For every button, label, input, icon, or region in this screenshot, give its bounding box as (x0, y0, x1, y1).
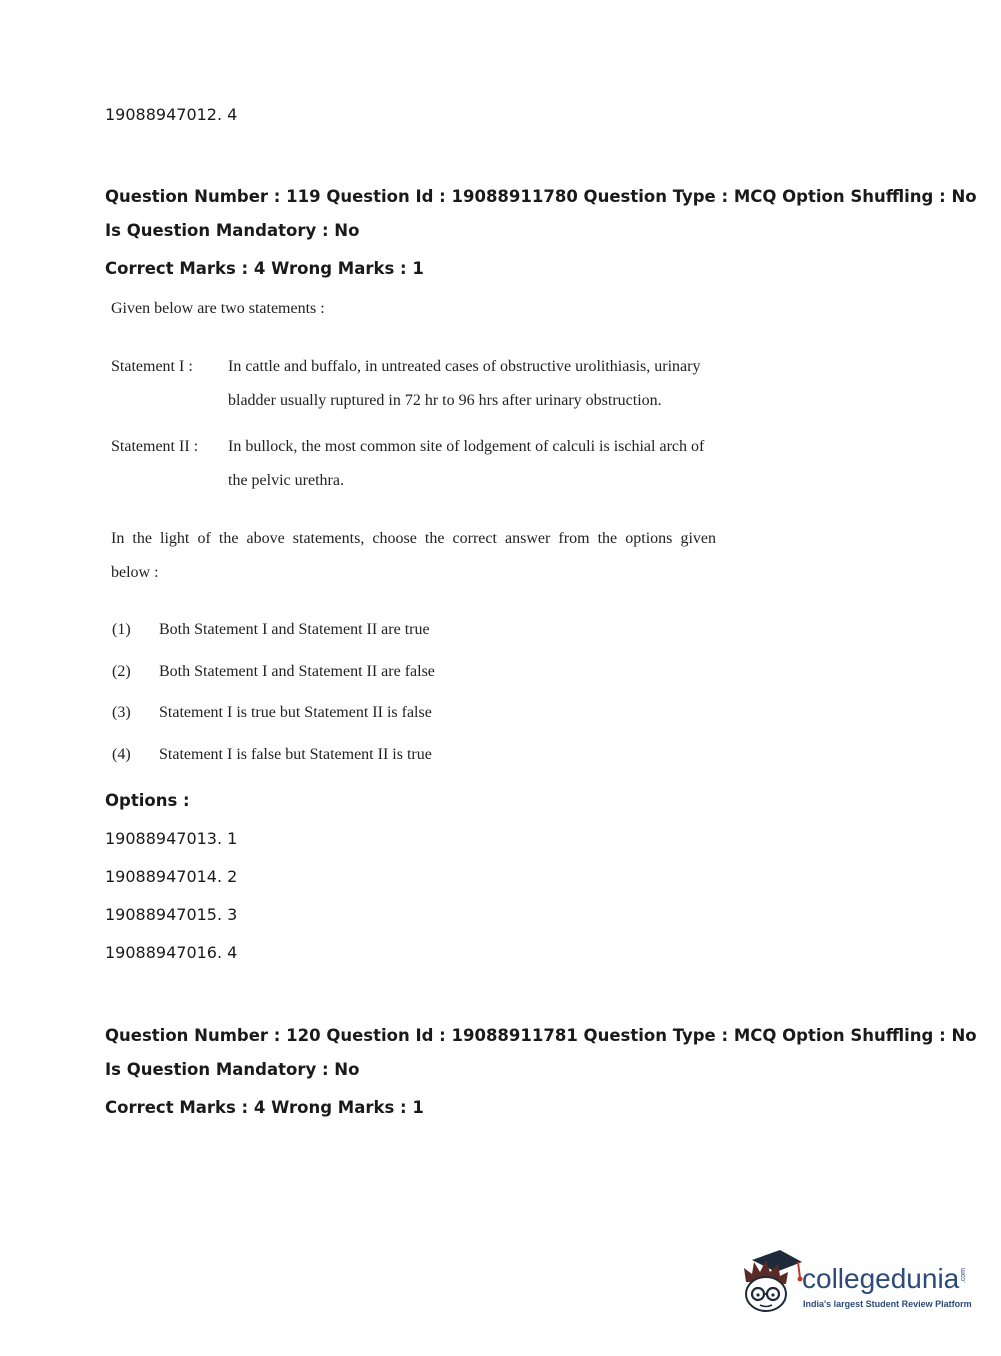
logo-tagline: India's largest Student Review Platform (803, 1299, 972, 1309)
question-header: Question Number : 120 Question Id : 19088911781 Question Type : MCQ Option Shuffling : No (105, 1026, 977, 1045)
statement-2-label: Statement II : (111, 438, 199, 455)
option-line: 19088947016. 4 (105, 943, 238, 962)
question-header: Question Number : 119 Question Id : 19088911780 Question Type : MCQ Option Shuffling : No (105, 187, 977, 206)
option-line: 19088947012. 4 (105, 105, 238, 124)
logo-wordmark: collegedunia (802, 1263, 960, 1294)
choice-number: (3) (112, 704, 131, 721)
collegedunia-logo (740, 1248, 970, 1322)
statement-1-text-cont: bladder usually ruptured in 72 hr to 96 hrs after urinary obstruction. (228, 392, 662, 409)
option-line: 19088947014. 2 (105, 867, 238, 886)
option-line: 19088947015. 3 (105, 905, 238, 924)
question-mandatory: Is Question Mandatory : No (105, 221, 360, 240)
mascot-icon (740, 1248, 806, 1314)
choice-text: Statement I is false but Statement II is true (159, 746, 432, 763)
statement-2-text: In bullock, the most common site of lodgement of calculi is ischial arch of (228, 438, 705, 455)
question-intro: Given below are two statements : (111, 300, 325, 317)
options-label: Options : (105, 791, 190, 810)
statement-2-text-cont: the pelvic urethra. (228, 472, 344, 489)
choice-text: Both Statement I and Statement II are true (159, 621, 430, 638)
statement-1-label: Statement I : (111, 358, 193, 375)
choice-text: Both Statement I and Statement II are false (159, 663, 435, 680)
question-prompt-cont: below : (111, 564, 159, 581)
question-mandatory: Is Question Mandatory : No (105, 1060, 360, 1079)
logo-suffix: .com (960, 1268, 967, 1284)
option-line: 19088947013. 1 (105, 829, 238, 848)
question-prompt: In the light of the above statements, choose the correct answer from the options given (111, 530, 716, 547)
choice-number: (2) (112, 663, 131, 680)
choice-number: (4) (112, 746, 131, 763)
statement-1-text: In cattle and buffalo, in untreated cases of obstructive urolithiasis, urinary (228, 358, 701, 375)
choice-number: (1) (112, 621, 131, 638)
question-marks: Correct Marks : 4 Wrong Marks : 1 (105, 259, 424, 278)
question-marks: Correct Marks : 4 Wrong Marks : 1 (105, 1098, 424, 1117)
choice-text: Statement I is true but Statement II is false (159, 704, 432, 721)
